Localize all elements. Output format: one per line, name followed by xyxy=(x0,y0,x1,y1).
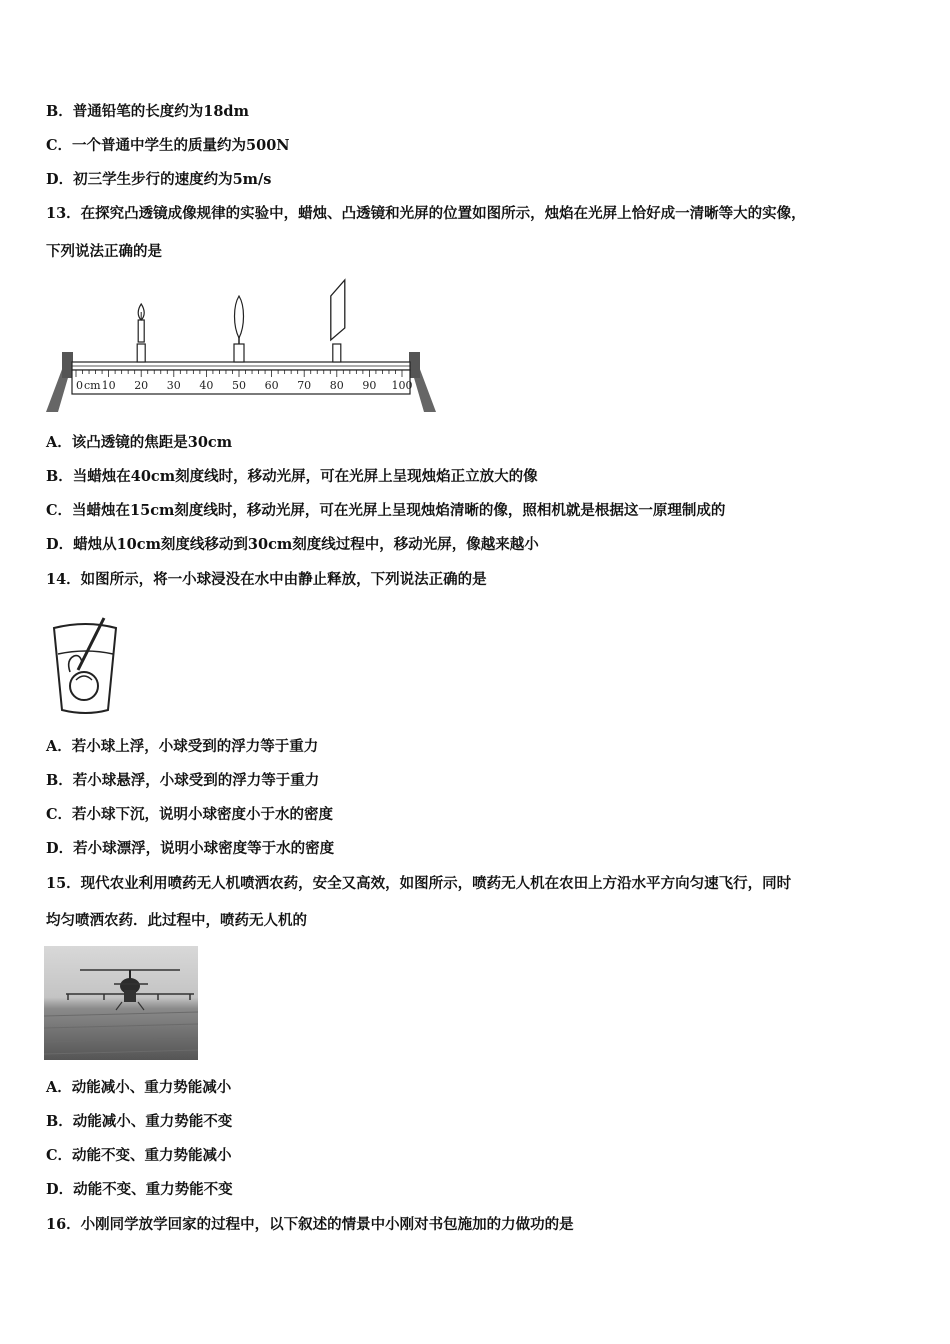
scale-label: 100 xyxy=(391,379,413,392)
q14-option-b: B．若小球悬浮，小球受到的浮力等于重力 xyxy=(46,772,320,789)
candle-on-bench xyxy=(137,304,145,362)
q13-stem-line2: 下列说法正确的是 xyxy=(46,243,162,260)
scale-label: 10 xyxy=(101,379,116,392)
convex-lens-on-bench xyxy=(234,296,244,362)
scale-label: 50 xyxy=(232,379,246,392)
q15-option-c: C．动能不变、重力势能减小 xyxy=(46,1147,232,1164)
optical-bench-figure xyxy=(44,278,438,418)
q15-option-a: A．动能减小、重力势能减小 xyxy=(46,1079,232,1096)
q13-stem-line1: 13．在探究凸透镜成像规律的实验中，蜡烛、凸透镜和光屏的位置如图所示，烛焰在光屏上恰好成一清晰等大的实像， xyxy=(46,205,806,222)
scale-label: 40 xyxy=(199,379,214,392)
scale-label: 30 xyxy=(166,379,181,392)
scale-label: 80 xyxy=(329,379,344,392)
q13-option-b: B．当蜡烛在40cm刻度线时，移动光屏，可在光屏上呈现烛焰正立放大的像 xyxy=(46,468,538,485)
scale-unit-label: cm xyxy=(84,379,101,392)
scale-label: 60 xyxy=(264,379,279,392)
q14-option-c: C．若小球下沉，说明小球密度小于水的密度 xyxy=(46,806,334,823)
scale-label: 20 xyxy=(134,379,149,392)
q15-stem-line2: 均匀喷洒农药．此过程中，喷药无人机的 xyxy=(46,912,307,929)
q14-option-d: D．若小球漂浮，说明小球密度等于水的密度 xyxy=(46,840,335,857)
scale-label: 0 xyxy=(76,379,83,392)
scale-label: 90 xyxy=(362,379,377,392)
q12-option-b: B．普通铅笔的长度约为18dm xyxy=(46,103,249,120)
q13-option-d: D．蜡烛从10cm刻度线移动到30cm刻度线过程中，移动光屏，像越来越小 xyxy=(46,536,539,553)
bench-right-post xyxy=(409,352,420,378)
q12-option-c: C．一个普通中学生的质量约为500N xyxy=(46,137,290,154)
q15-option-b: B．动能减小、重力势能不变 xyxy=(46,1113,233,1130)
light-screen-on-bench xyxy=(331,280,345,362)
q16-stem: 16．小刚同学放学回家的过程中，以下叙述的情景中小刚对书包施加的力做功的是 xyxy=(46,1216,574,1233)
q13-option-a: A．该凸透镜的焦距是30cm xyxy=(46,434,233,451)
q15-stem-line1: 15．现代农业利用喷药无人机喷洒农药，安全又高效，如图所示，喷药无人机在农田上方沿水平方向匀速飞行，同时 xyxy=(46,875,792,892)
q12-option-d: D．初三学生步行的速度约为5m/s xyxy=(46,171,272,188)
q13-option-c: C．当蜡烛在15cm刻度线时，移动光屏，可在光屏上呈现烛焰清晰的像，照相机就是根据这一原理制成的 xyxy=(46,502,726,519)
bench-left-post xyxy=(62,352,73,378)
drone-spraying-photo xyxy=(44,946,198,1060)
scale-label: 70 xyxy=(297,379,312,392)
q15-option-d: D．动能不变、重力势能不变 xyxy=(46,1181,233,1198)
q14-stem: 14．如图所示，将一小球浸没在水中由静止释放，下列说法正确的是 xyxy=(46,571,487,588)
ball-in-water-figure xyxy=(50,614,122,718)
q14-option-a: A．若小球上浮，小球受到的浮力等于重力 xyxy=(46,738,319,755)
